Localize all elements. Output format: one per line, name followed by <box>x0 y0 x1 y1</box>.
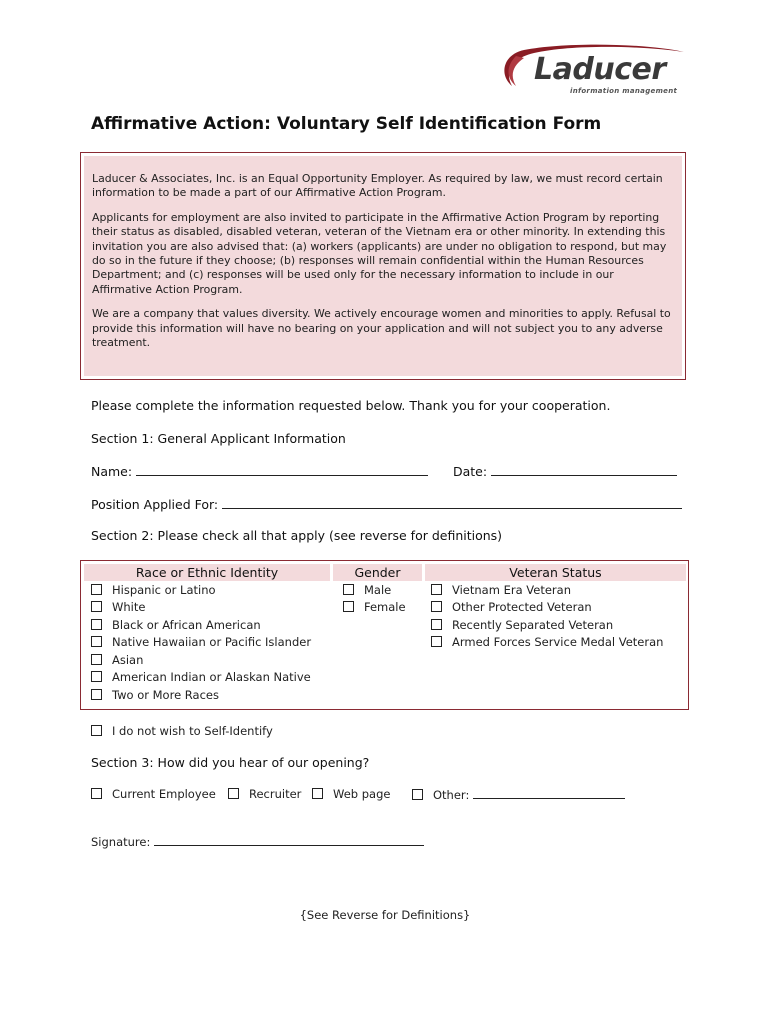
intro-box <box>80 152 686 380</box>
name-field[interactable] <box>136 463 428 476</box>
checkbox[interactable] <box>431 584 442 595</box>
checkbox[interactable] <box>343 601 354 612</box>
signature-label: Signature: <box>91 835 151 849</box>
signature-field[interactable] <box>154 834 424 846</box>
checkbox[interactable] <box>91 788 102 799</box>
checkbox[interactable] <box>431 619 442 630</box>
instruction-text: Please complete the information requested below. Thank you for your cooperation. <box>91 398 611 413</box>
checkbox[interactable] <box>91 601 102 612</box>
section-1-heading: Section 1: General Applicant Information <box>91 431 346 446</box>
checkbox[interactable] <box>91 725 102 736</box>
date-label: Date: <box>453 464 488 479</box>
self-identification-table <box>80 560 689 710</box>
race-column-heading: Race or Ethnic Identity <box>84 564 330 581</box>
company-logo <box>494 44 694 100</box>
logo-tagline: information management <box>570 87 678 95</box>
source-option-recruiter[interactable]: Recruiter <box>228 787 301 801</box>
date-field[interactable] <box>491 463 677 476</box>
other-source-field[interactable] <box>473 787 625 799</box>
name-row <box>91 463 428 479</box>
checkbox[interactable] <box>91 654 102 665</box>
checkbox[interactable] <box>228 788 239 799</box>
veteran-option[interactable]: Vietnam Era Veteran <box>431 583 571 598</box>
gender-column-heading: Gender <box>333 564 422 581</box>
footer-note: {See Reverse for Definitions} <box>299 908 471 922</box>
race-option[interactable]: Native Hawaiian or Pacific Islander <box>91 635 311 650</box>
race-option[interactable]: Black or African American <box>91 618 261 633</box>
checkbox[interactable] <box>91 671 102 682</box>
checkbox[interactable] <box>431 601 442 612</box>
race-option[interactable]: Hispanic or Latino <box>91 583 216 598</box>
race-option[interactable]: White <box>91 600 145 615</box>
gender-option-male[interactable]: Male <box>343 583 391 598</box>
gender-option-female[interactable]: Female <box>343 600 406 615</box>
name-label: Name: <box>91 464 133 479</box>
veteran-column-heading: Veteran Status <box>425 564 686 581</box>
checkbox[interactable] <box>312 788 323 799</box>
race-option[interactable]: American Indian or Alaskan Native <box>91 670 311 685</box>
checkbox[interactable] <box>412 789 423 800</box>
checkbox[interactable] <box>91 689 102 700</box>
veteran-option[interactable]: Armed Forces Service Medal Veteran <box>431 635 663 650</box>
signature-row <box>91 834 424 849</box>
veteran-option[interactable]: Other Protected Veteran <box>431 600 592 615</box>
source-option-current-employee[interactable]: Current Employee <box>91 787 216 801</box>
race-option[interactable]: Asian <box>91 653 143 668</box>
position-field[interactable] <box>222 496 682 509</box>
section-2-heading: Section 2: Please check all that apply (see reverse for definitions) <box>91 528 503 543</box>
race-option[interactable]: Two or More Races <box>91 688 219 703</box>
position-label: Position Applied For: <box>91 497 219 512</box>
decline-option[interactable]: I do not wish to Self-Identify <box>91 724 273 738</box>
section-3-heading: Section 3: How did you hear of our opening? <box>91 755 370 770</box>
veteran-option[interactable]: Recently Separated Veteran <box>431 618 613 633</box>
source-option-web-page[interactable]: Web page <box>312 787 390 801</box>
intro-paragraph-3: We are a company that values diversity. We actively encourage women and minorities to apply. Refusal to provide this information will have no bearing on your application and will not subject you to any adverse treatment. <box>92 307 671 350</box>
intro-content <box>84 156 682 376</box>
checkbox[interactable] <box>91 584 102 595</box>
intro-paragraph-1: Laducer & Associates, Inc. is an Equal Opportunity Employer. As required by law, we must record certain information to be made a part of our Affirmative Action Program. <box>92 172 663 200</box>
intro-paragraph-2: Applicants for employment are also invited to participate in the Affirmative Action Program by reporting their status as disabled, disabled veteran, veteran of the Vietnam era or other minority. In extending this invitation you are also advised that: (a) workers (applicants) are under no obligation to respond, but may do so in the future if they choose; (b) responses will remain confidential within the Human Resources Department; and (c) responses will be used only for the necessary information to include in our Affirmative Action Program. <box>92 210 667 296</box>
position-row <box>91 496 682 512</box>
logo-wordmark: Laducer <box>534 52 666 87</box>
date-row <box>453 463 677 479</box>
checkbox[interactable] <box>431 636 442 647</box>
checkbox[interactable] <box>91 619 102 630</box>
checkbox[interactable] <box>91 636 102 647</box>
checkbox[interactable] <box>343 584 354 595</box>
source-option-other[interactable]: Other: <box>412 787 625 802</box>
page-title: Affirmative Action: Voluntary Self Identification Form <box>91 114 602 134</box>
